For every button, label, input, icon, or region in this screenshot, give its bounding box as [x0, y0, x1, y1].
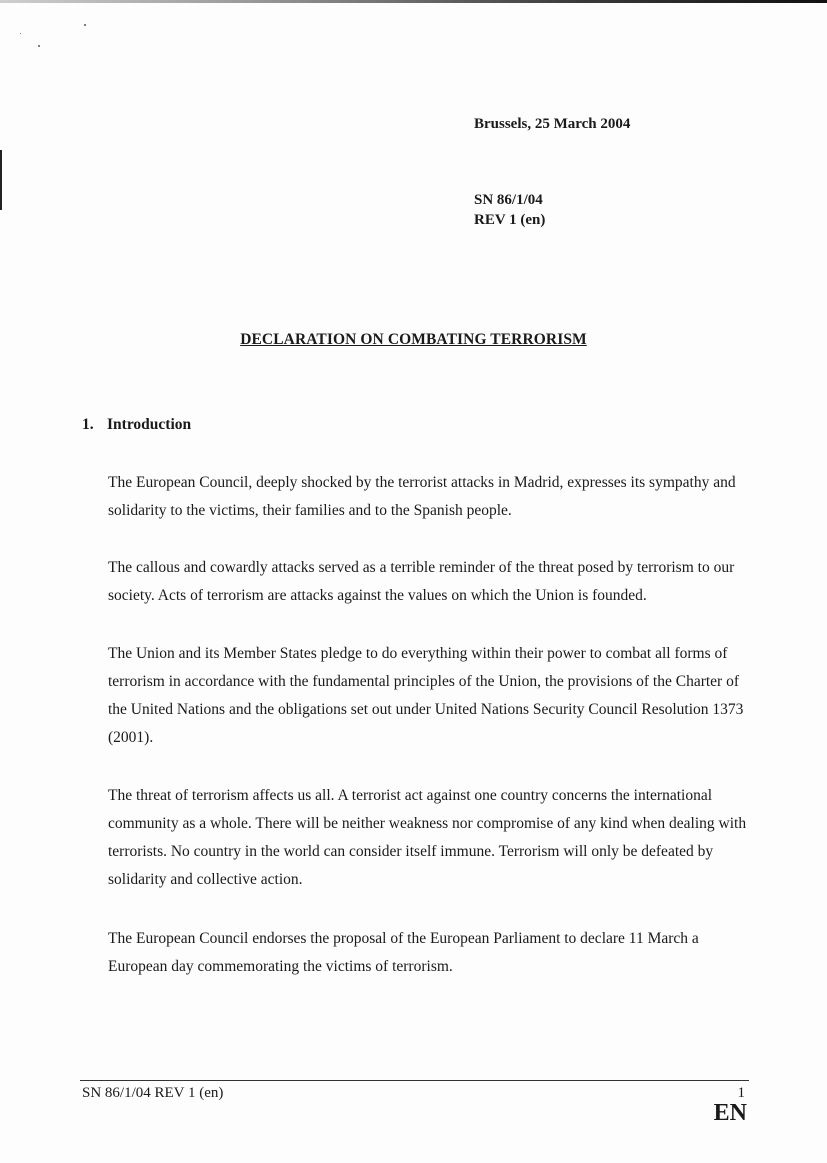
scan-speck — [84, 24, 86, 26]
footer-divider — [80, 1080, 749, 1081]
scan-edge-top — [0, 0, 827, 3]
place-date: Brussels, 25 March 2004 — [474, 116, 631, 132]
document-title: DECLARATION ON COMBATING TERRORISM — [240, 331, 587, 348]
paragraph-4: The threat of terrorism affects us all. A terrorist act against one country concerns the international community as a whole. There will be neither weakness nor compromise of any kind when dealing with terrorists. No country in the world can consider itself immune. Terrorism will only be defeated by solidarity and collective action. — [108, 787, 747, 888]
scan-speck — [20, 33, 21, 34]
paragraph-1: The European Council, deeply shocked by the terrorist attacks in Madrid, expresses its sympathy and solidarity to the victims, their families and to the Spanish people. — [108, 474, 736, 519]
paragraph-5: The European Council endorses the proposal of the European Parliament to declare 11 March a European day commemorating the victims of terrorism. — [108, 930, 699, 975]
footer-document-id: SN 86/1/04 REV 1 (en) — [82, 1085, 224, 1101]
scan-speck — [38, 45, 40, 47]
section-number: 1. — [82, 416, 94, 433]
paragraph-2: The callous and cowardly attacks served as a terrible reminder of the threat posed by terrorism to our society. Acts of terrorism are attacks against the values on which the Union is founded. — [108, 559, 735, 604]
section-heading — [82, 416, 191, 434]
footer-page-number: 1 — [737, 1085, 745, 1101]
document-reference: SN 86/1/04 — [474, 192, 543, 208]
scan-edge-left — [0, 150, 2, 210]
footer-language-code: EN — [713, 1100, 747, 1126]
revision-label: REV 1 (en) — [474, 212, 546, 228]
section-title: Introduction — [107, 416, 192, 433]
paragraph-3: The Union and its Member States pledge to do everything within their power to combat all forms of terrorism in accordance with the fundamental principles of the Union, the provisions of the Charter of the United Nations and the obligations set out under United Nations Security Council Resolution 1373 (2001). — [108, 645, 744, 746]
